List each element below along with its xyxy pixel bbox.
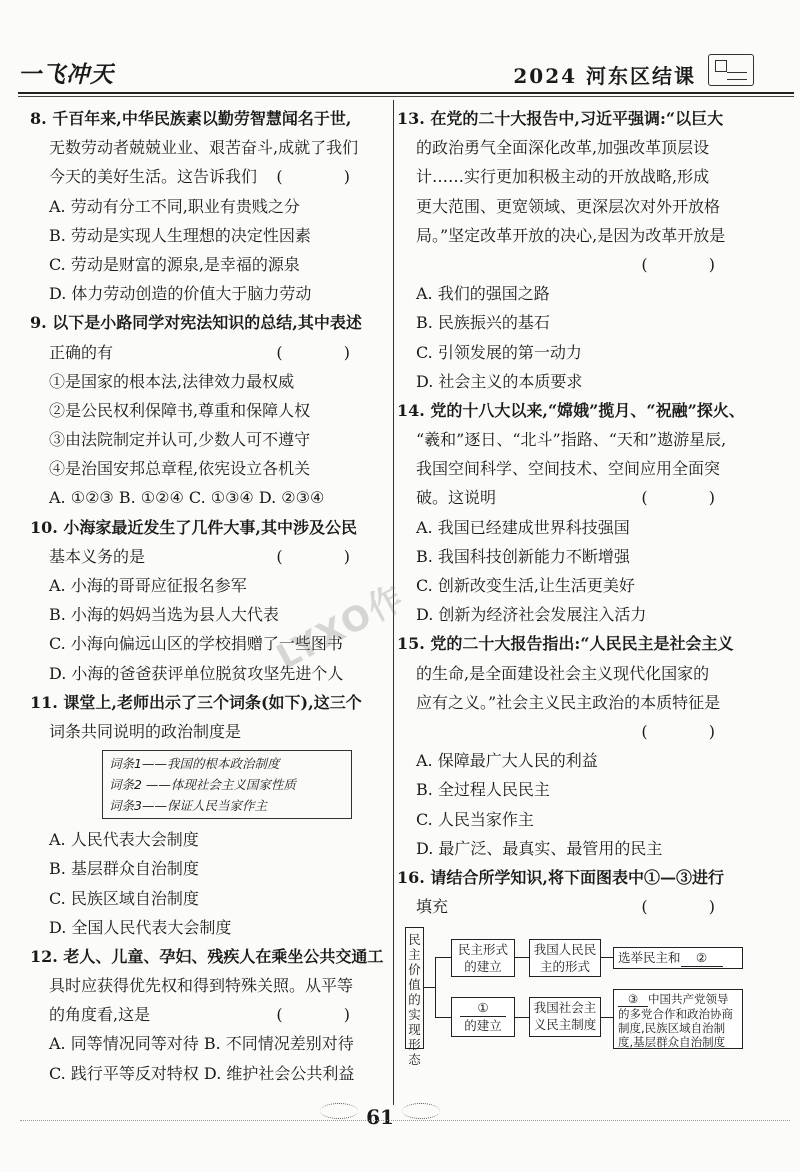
diagram-blank-2[interactable]: ② xyxy=(681,949,723,967)
q15-stem-1: 15. 党的二十大报告指出:“人民民主是社会主义 xyxy=(397,634,734,654)
q16-diagram xyxy=(397,927,747,1068)
q11-option-c: C. 民族区域自治制度 xyxy=(49,888,199,908)
q13-answer-paren[interactable]: ( ) xyxy=(641,254,743,274)
q10-option-c: C. 小海向偏远山区的学校捐赠了一些图书 xyxy=(49,634,343,654)
question-9 xyxy=(30,308,382,512)
q13-stem-5: 局。”坚定改革开放的决心,是因为改革开放是 xyxy=(416,225,726,245)
q13-stem-1: 13. 在党的二十大报告中,习近平强调:“以巨大 xyxy=(397,109,724,128)
q9-stem-1: 9. 以下是小路同学对宪法知识的总结,其中表述 xyxy=(30,313,362,333)
diagram-connector-h3 xyxy=(515,957,529,958)
question-14 xyxy=(397,396,747,630)
q8-stem-3: 今天的美好生活。这告诉我们 xyxy=(49,167,258,187)
q9-item-1: ①是国家的根本法,法律效力最权威 xyxy=(49,371,295,391)
diagram-connector-h0 xyxy=(424,987,435,988)
q16-answer-paren[interactable]: ( ) xyxy=(641,897,743,917)
question-11 xyxy=(30,688,382,942)
q16-stem-2: 填充 xyxy=(416,897,449,917)
q8-answer-paren[interactable]: ( ) xyxy=(276,167,378,187)
diagram-side-label: 民主价值的实现形态 xyxy=(405,927,424,1049)
q11-stem-2: 词条共同说明的政治制度是 xyxy=(49,721,242,741)
question-8 xyxy=(30,104,382,308)
diagram-box-people-democracy-form: 我国人民民主的形式 xyxy=(529,939,601,977)
q10-option-b: B. 小海的妈妈当选为县人大代表 xyxy=(49,605,279,625)
q14-option-b: B. 我国科技创新能力不断增强 xyxy=(416,546,630,566)
diagram-box-blank-1 xyxy=(451,997,515,1037)
q11-option-a: A. 人民代表大会制度 xyxy=(49,830,199,850)
q11-word-box xyxy=(102,750,352,819)
q15-option-c: C. 人民当家作主 xyxy=(416,809,534,829)
q9-item-3: ③由法院制定并认可,少数人可不遵守 xyxy=(49,430,311,450)
footer-dotted-line xyxy=(20,1120,790,1121)
q13-option-c: C. 引领发展的第一动力 xyxy=(416,342,582,362)
q11-word-2: 词条2 ——体现社会主义国家性质 xyxy=(109,777,296,793)
header-decoration-icon xyxy=(708,54,754,86)
page-header xyxy=(18,56,754,86)
diagram-box-blank-1-text: 的建立 xyxy=(464,1018,502,1034)
q9-item-2: ②是公民权利保障书,尊重和保障人权 xyxy=(49,400,311,420)
page-number: 61 xyxy=(366,1105,394,1129)
q15-stem-3: 应有之义。”社会主义民主政治的本质特征是 xyxy=(416,692,721,712)
question-16 xyxy=(397,863,747,1068)
q12-stem-2: 具时应获得优先权和得到特殊关照。从平等 xyxy=(49,976,354,996)
diagram-box-system-list xyxy=(613,989,743,1049)
q11-stem-1: 11. 课堂上,老师出示了三个词条(如下),这三个 xyxy=(30,692,362,712)
q14-stem-3: 我国空间科学、空间技术、空间应用全面突 xyxy=(416,459,721,479)
header-rule-thin xyxy=(18,96,794,97)
q12-answer-paren[interactable]: ( ) xyxy=(276,1005,378,1025)
q11-word-3: 词条3——保证人民当家作主 xyxy=(109,798,267,814)
q14-option-a: A. 我国已经建成世界科技强国 xyxy=(416,517,630,537)
q10-option-a: A. 小海的哥哥应征报名参军 xyxy=(49,576,247,595)
q13-option-a: A. 我们的强国之路 xyxy=(416,284,550,304)
q10-stem-2: 基本义务的是 xyxy=(49,546,146,566)
q8-stem-1: 8. 千百年来,中华民族素以勤劳智慧闻名于世, xyxy=(30,109,352,128)
q9-stem-2: 正确的有 xyxy=(49,342,114,362)
q15-option-d: D. 最广泛、最真实、最管用的民主 xyxy=(416,838,663,858)
leaf-ornament-right-icon xyxy=(402,1103,440,1119)
question-13 xyxy=(397,104,747,396)
watermark: LYXO作 xyxy=(270,577,412,678)
question-10 xyxy=(30,513,382,688)
q12-options-ab: A. 同等情况同等对待 B. 不同情况差别对待 xyxy=(49,1034,354,1054)
q15-option-b: B. 全过程人民民主 xyxy=(416,780,550,800)
left-column xyxy=(30,104,382,1088)
q9-answer-paren[interactable]: ( ) xyxy=(276,342,378,362)
diagram-blank-3[interactable]: ③ xyxy=(618,992,648,1007)
q10-option-d: D. 小海的爸爸获评单位脱贫攻坚先进个人 xyxy=(49,663,344,683)
q13-option-b: B. 民族振兴的基石 xyxy=(416,313,550,333)
q10-stem-1: 10. 小海家最近发生了几件大事,其中涉及公民 xyxy=(30,517,357,537)
header-rule xyxy=(18,92,794,94)
right-column xyxy=(397,104,747,1068)
q13-option-d: D. 社会主义的本质要求 xyxy=(416,371,583,391)
diagram-box-socialist-democracy-system: 我国社会主义民主制度 xyxy=(529,997,601,1037)
diagram-box-election xyxy=(613,947,743,969)
diagram-box-democratic-form: 民主形式的建立 xyxy=(451,939,515,977)
q15-stem-2: 的生命,是全面建设社会主义现代化国家的 xyxy=(416,663,710,683)
q12-options-cd: C. 践行平等反对特权 D. 维护社会公共利益 xyxy=(49,1063,355,1083)
q9-item-4: ④是治国安邦总章程,依宪设立各机关 xyxy=(49,459,311,479)
q14-answer-paren[interactable]: ( ) xyxy=(641,488,743,508)
q11-option-b: B. 基层群众自治制度 xyxy=(49,859,199,879)
series-logo: 一飞冲天 xyxy=(18,61,114,88)
q11-option-d: D. 全国人民代表大会制度 xyxy=(49,917,232,937)
q8-option-b: B. 劳动是实现人生理想的决定性因素 xyxy=(49,225,311,245)
question-12 xyxy=(30,942,382,1088)
q13-stem-3: 计……实行更加积极主动的开放战略,形成 xyxy=(416,167,710,187)
diagram-connector-h1 xyxy=(435,957,451,958)
q15-answer-paren[interactable]: ( ) xyxy=(641,721,743,741)
diagram-connector-h6 xyxy=(601,1017,613,1018)
q16-stem-1: 16. 请结合所学知识,将下面图表中①—③进行 xyxy=(397,867,724,887)
q12-stem-3: 的角度看,这是 xyxy=(49,1005,151,1025)
q14-stem-4: 破。这说明 xyxy=(416,488,497,508)
q8-option-a: A. 劳动有分工不同,职业有贵贱之分 xyxy=(49,196,300,216)
diagram-connector-h2 xyxy=(435,1017,451,1018)
q13-stem-4: 更大范围、更宽领域、更深层次对外开放格 xyxy=(416,196,721,216)
diagram-box-system-list-text: 中国共产党领导的多党合作和政治协商制度,民族区域自治制度,基层群众自治制度 xyxy=(618,992,733,1050)
diagram-connector-h4 xyxy=(515,1017,529,1018)
q10-answer-paren[interactable]: ( ) xyxy=(276,546,378,566)
q8-option-d: D. 体力劳动创造的价值大于脑力劳动 xyxy=(49,284,312,304)
q9-options: A. ①②③ B. ①②④ C. ①③④ D. ②③④ xyxy=(49,488,325,508)
leaf-ornament-left-icon xyxy=(320,1103,358,1119)
q14-stem-2: “羲和”逐日、“北斗”指路、“天和”遨游星辰, xyxy=(416,430,727,450)
q13-stem-2: 的政治勇气全面深化改革,加强改革顶层设 xyxy=(416,138,710,158)
diagram-blank-1[interactable]: ① xyxy=(460,999,506,1017)
q15-option-a: A. 保障最广大人民的利益 xyxy=(416,751,598,771)
q8-stem-2: 无数劳动者兢兢业业、艰苦奋斗,成就了我们 xyxy=(49,138,359,158)
diagram-connector-h5 xyxy=(601,957,613,958)
header-title: 2024 河东区结课 xyxy=(513,64,696,88)
diagram-connector-v xyxy=(435,957,436,1017)
q11-word-1: 词条1——我国的根本政治制度 xyxy=(109,756,280,772)
diagram-box-election-text: 选举民主和 xyxy=(618,950,681,966)
question-15 xyxy=(397,629,747,863)
q14-stem-1: 14. 党的十八大以来,“嫦娥”揽月、“祝融”探火、 xyxy=(397,400,745,420)
q14-option-d: D. 创新为经济社会发展注入活力 xyxy=(416,605,647,625)
q12-stem-1: 12. 老人、儿童、孕妇、残疾人在乘坐公共交通工 xyxy=(30,946,384,966)
q8-option-c: C. 劳动是财富的源泉,是幸福的源泉 xyxy=(49,254,300,274)
q14-option-c: C. 创新改变生活,让生活更美好 xyxy=(416,576,635,595)
